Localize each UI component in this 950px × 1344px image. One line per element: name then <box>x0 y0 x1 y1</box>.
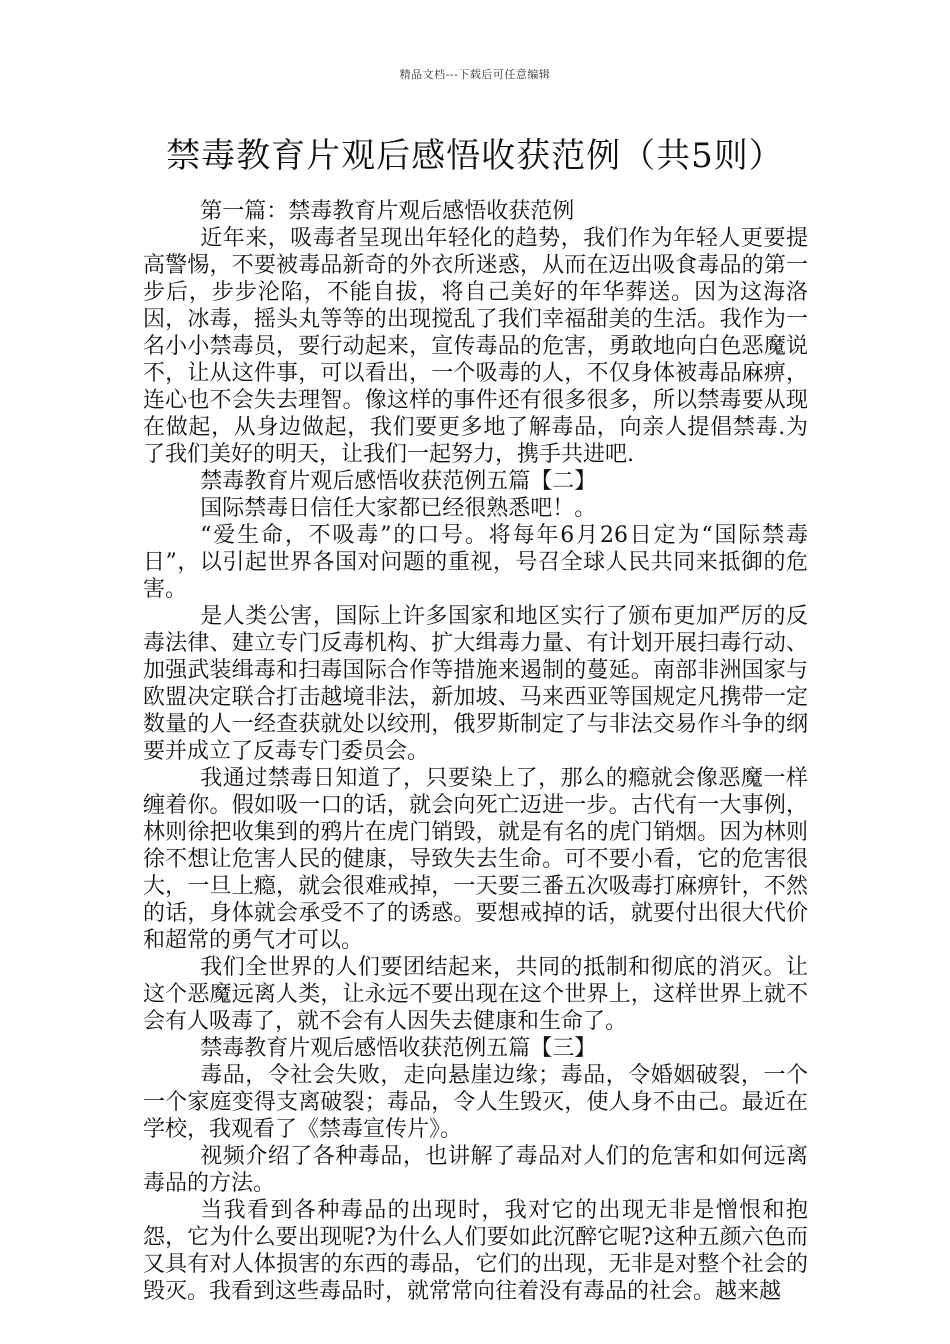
paragraph: 视频介绍了各种毒品，也讲解了毒品对人们的危害和如何远离毒品的方法。 <box>143 1144 808 1196</box>
header-note: 精品文档---下载后可任意编辑 <box>399 68 551 81</box>
document-title: 禁毒教育片观后感悟收获范例（共5则） <box>166 136 784 176</box>
paragraph: 当我看到各种毒品的出现时，我对它的出现无非是憎恨和抱怨，它为什么要出现呢?为什么人们要如此沉醉它呢?这种五颜六色而又具有对人体损害的东西的毒品，它们的出现，无非是对整个社会的毁灭。我看到这些毒品时，就常常向往着没有毒品的社会。越来越 <box>143 1198 808 1304</box>
paragraph: 禁毒教育片观后感悟收获范例五篇【三】 <box>200 1036 597 1061</box>
document-body <box>143 198 808 1305</box>
paragraph: 近年来，吸毒者呈现出年轻化的趋势，我们作为年轻人更要提高警惕，不要被毒品新奇的外衣所迷惑，从而在迈出吸食毒品的第一步后，步步沦陷，不能自拔，将自己美好的年华葬送。因为这海洛因，冰毒，摇头丸等等的出现搅乱了我们幸福甜美的生活。我作为一名小小禁毒员，要行动起来，宣传毒品的危害，勇敢地向白色恶魔说不，让从这件事，可以看出，一个吸毒的人，不仅身体被毒品麻痹，连心也不会失去理智。像这样的事件还有很多很多，所以禁毒要从现在做起，从身边做起，我们要更多地了解毒品，向亲人提倡禁毒.为了我们美好的明天，让我们一起努力，携手共进吧. <box>143 226 808 467</box>
paragraph: 毒品，令社会失败，走向悬崖边缘；毒品，令婚姻破裂，一个一个家庭变得支离破裂；毒品，令人生毁灭，使人身不由己。最近在学校，我观看了《禁毒宣传片》。 <box>143 1063 808 1142</box>
paragraph: “爱生命，不吸毒”的口号。将每年6月26日定为“国际禁毒日”，以引起世界各国对问题的重视，号召全球人民共同来抵御的危害。 <box>143 523 808 602</box>
paragraph: 第一篇：禁毒教育片观后感悟收获范例 <box>200 199 575 224</box>
paragraph: 我通过禁毒日知道了，只要染上了，那么的瘾就会像恶魔一样缠着你。假如吸一口的话，就会向死亡迈进一步。古代有一大事例，林则徐把收集到的鸦片在虎门销毁，就是有名的虎门销烟。因为林则徐不想让危害人民的健康，导致失去生命。可不要小看，它的危害很大，一旦上瘾，就会很难戒掉，一天要三番五次吸毒打麻痹针，不然的话，身体就会承受不了的诱惑。要想戒掉的话，就要付出很大代价和超常的勇气才可以。 <box>143 766 808 953</box>
paragraph: 是人类公害，国际上许多国家和地区实行了颁布更加严厉的反毒法律、建立专门反毒机构、扩大缉毒力量、有计划开展扫毒行动、加强武装缉毒和扫毒国际合作等措施来遏制的蔓延。南部非洲国家与欧盟决定联合打击越境非法，新加坡、马来西亚等国规定凡携带一定数量的人一经查获就处以绞刑，俄罗斯制定了与非法交易作斗争的纲要并成立了反毒专门委员会。 <box>143 604 808 764</box>
paragraph: 禁毒教育片观后感悟收获范例五篇【二】 <box>200 469 597 494</box>
paragraph: 国际禁毒日信任大家都已经很熟悉吧！。 <box>200 496 597 521</box>
paragraph: 我们全世界的人们要团结起来，共同的抵制和彻底的消灭。让这个恶魔远离人类，让永远不要出现在这个世界上，这样世界上就不会有人吸毒了，就不会有人因失去健康和生命了。 <box>143 955 808 1034</box>
